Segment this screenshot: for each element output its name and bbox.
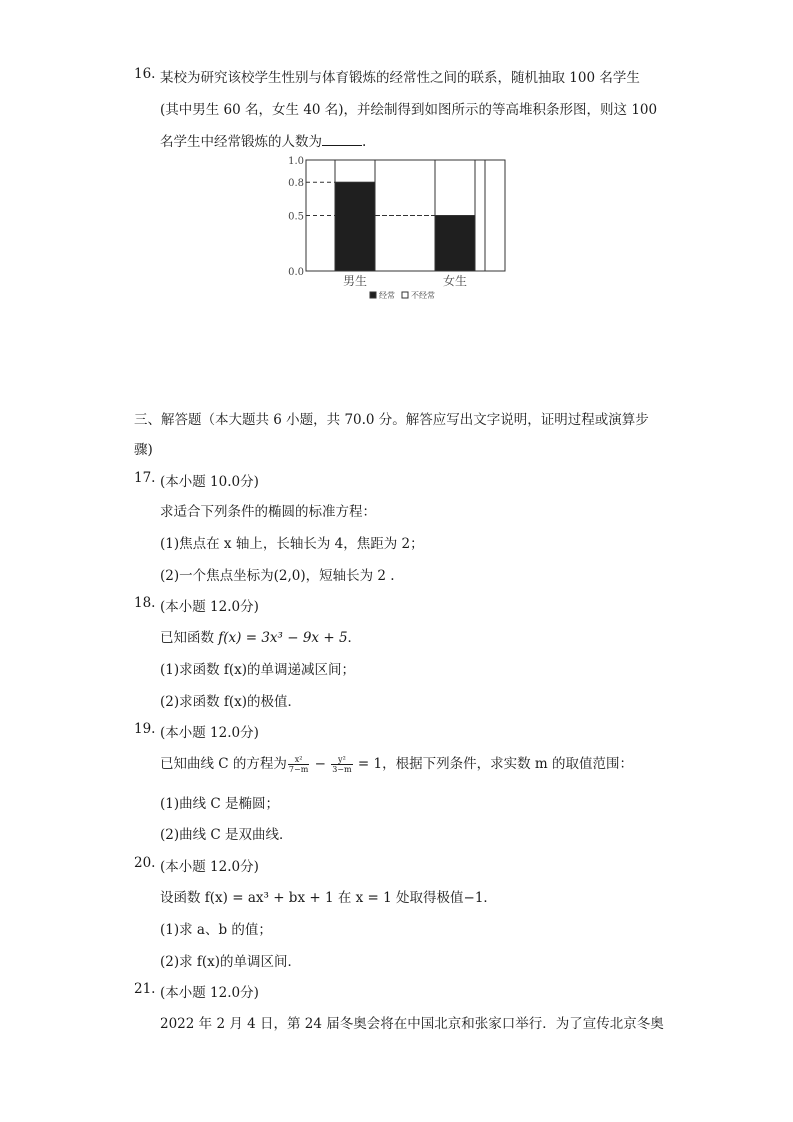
question-19-stem xyxy=(160,752,633,774)
question-20-stem: 设函数 f(x) = ax³ + bx + 1 在 x = 1 处取得极值−1． xyxy=(160,890,497,906)
question-19-stem-text: 已知曲线 C 的方程为 xyxy=(160,756,287,772)
question-17-points: (本小题 10.0分) xyxy=(160,474,259,490)
minus-sign: − xyxy=(310,756,331,772)
question-16-number: 16. xyxy=(134,66,156,82)
x-tick-label: 女生 xyxy=(442,274,468,288)
question-18-part-1: (1)求函数 f(x)的单调递减区间； xyxy=(160,662,356,678)
question-18-stem-end: ． xyxy=(347,630,362,646)
question-16-period: . xyxy=(362,134,367,150)
question-19-part-2: (2)曲线 C 是双曲线． xyxy=(160,827,293,843)
question-17-stem: 求适合下列条件的椭圆的标准方程： xyxy=(160,504,376,520)
question-19-stem-end: = 1，根据下列条件，求实数 m 的取值范围： xyxy=(353,756,633,772)
answer-blank xyxy=(322,133,362,146)
question-21-points: (本小题 12.0分) xyxy=(160,985,259,1001)
question-21-number: 21. xyxy=(134,981,156,997)
question-17-part-2: (2)一个焦点坐标为(2,0)，短轴长为 2 . xyxy=(160,568,395,584)
question-18-points: (本小题 12.0分) xyxy=(160,599,259,615)
legend-swatch-often xyxy=(370,292,376,298)
question-20-number: 20. xyxy=(134,855,156,871)
question-19-points: (本小题 12.0分) xyxy=(160,725,259,741)
question-16-line-1: 某校为研究该校学生性别与体育锻炼的经常性之间的联系，随机抽取 100 名学生 xyxy=(160,70,640,86)
question-17-number: 17. xyxy=(134,470,156,486)
y-tick-label: 0.5 xyxy=(288,211,304,223)
y-tick-label: 0.0 xyxy=(288,267,304,278)
fraction-denominator: 3−m xyxy=(332,765,352,774)
question-17-part-1: (1)焦点在 x 轴上，长轴长为 4，焦距为 2； xyxy=(160,536,424,552)
bar-segment-often xyxy=(435,216,475,272)
question-19-number: 19. xyxy=(134,721,156,737)
question-18-number: 18. xyxy=(134,595,156,611)
fraction-denominator: 7−m xyxy=(288,765,309,774)
legend-label-not-often: 不经常 xyxy=(411,291,435,300)
section-3-header-line-1: 三、解答题（本大题共 6 小题，共 70.0 分。解答应写出文字说明，证明过程或演算步 xyxy=(134,412,649,428)
question-16-line-3-text: 名学生中经常锻炼的人数为 xyxy=(160,134,322,150)
question-18-function: f(x) = 3x³ − 9x + 5 xyxy=(218,630,348,646)
fraction-y-squared xyxy=(331,755,352,774)
fraction-numerator: y² xyxy=(331,755,352,765)
question-20-points: (本小题 12.0分) xyxy=(160,859,259,875)
fraction-numerator: x² xyxy=(288,755,309,765)
question-21-stem: 2022 年 2 月 4 日，第 24 届冬奥会将在中国北京和张家口举行．为了宣传北京冬奥 xyxy=(160,1016,664,1032)
fraction-x-squared xyxy=(288,755,309,774)
question-19-part-1: (1)曲线 C 是椭圆； xyxy=(160,796,280,812)
question-18-stem-text: 已知函数 xyxy=(160,630,219,646)
y-tick-label: 1.0 xyxy=(288,156,304,167)
question-16-line-2: (其中男生 60 名，女生 40 名)，并绘制得到如图所示的等高堆积条形图，则这 100 xyxy=(160,102,658,118)
x-tick-label: 男生 xyxy=(342,274,368,288)
legend-swatch-not-often xyxy=(402,292,408,298)
y-tick-label: 0.8 xyxy=(288,178,304,190)
section-3-header-line-2: 骤) xyxy=(134,442,153,458)
question-18-stem xyxy=(160,626,361,646)
legend-label-often: 经常 xyxy=(379,291,395,300)
question-16-line-3 xyxy=(160,130,366,150)
bar-segment-often xyxy=(335,182,375,271)
question-20-part-1: (1)求 a、b 的值； xyxy=(160,922,272,938)
question-18-part-2: (2)求函数 f(x)的极值． xyxy=(160,694,302,710)
stacked-bar-chart xyxy=(280,152,520,312)
question-20-part-2: (2)求 f(x)的单调区间． xyxy=(160,954,302,970)
